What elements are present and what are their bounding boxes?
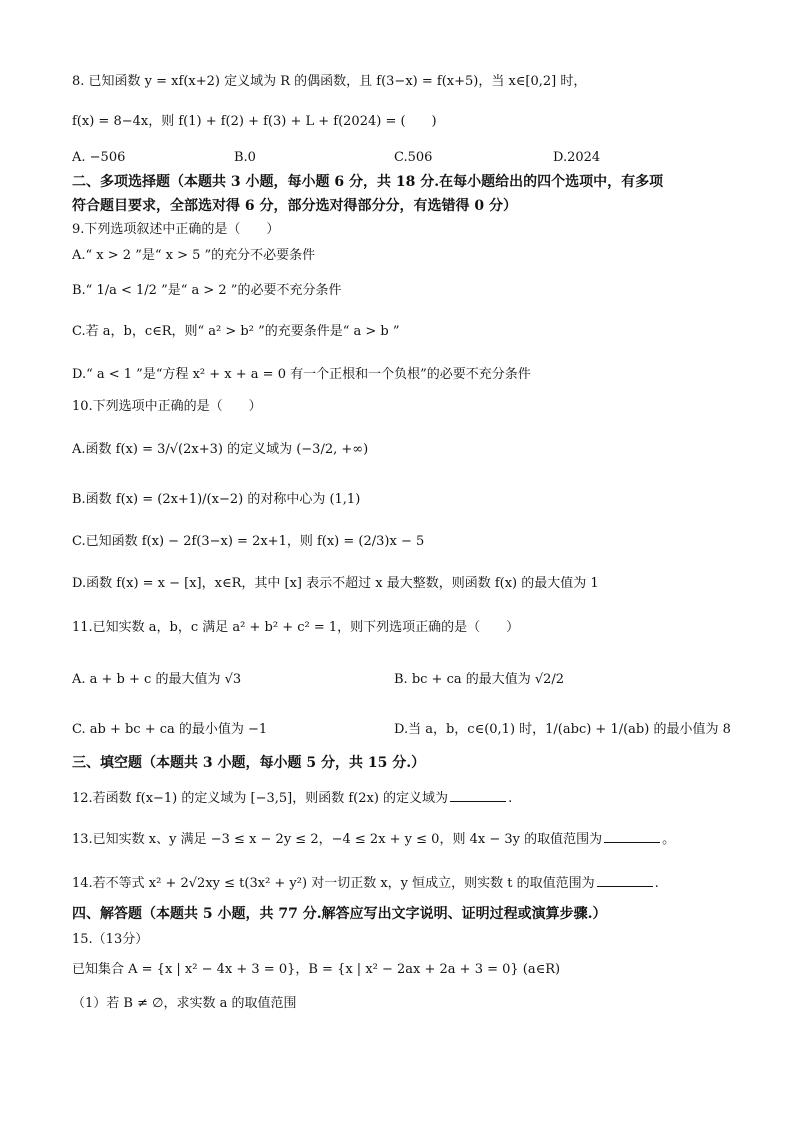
q15-score: 15.（13分） <box>72 932 149 947</box>
q8-stem-line1: 8. 已知函数 y = xf(x+2) 定义域为 R 的偶函数，且 f(3−x) = f(x+5)，当 x∈[0,2] 时， <box>72 74 587 89</box>
section2-heading-line1: 二、多项选择题（本题共 3 小题，每小题 6 分，共 18 分.在每小题给出的四个选项中，有多项 <box>72 174 664 190</box>
q14-end: . <box>654 876 659 891</box>
q13-text: 13.已知实数 x、y 满足 −3 ≤ x − 2y ≤ 2，−4 ≤ 2x + y ≤ 0，则 4x − 3y 的取值范围为 <box>72 832 603 847</box>
q9-option-d: D.“ a < 1 ”是“方程 x² + x + a = 0 有一个正根和一个负根”的必要不充分条件 <box>72 367 531 382</box>
q12-answer-blank[interactable] <box>450 787 506 802</box>
q11-option-a: A. a + b + c 的最大值为 √3 <box>72 672 242 687</box>
q10-option-b: B.函数 f(x) = (2x+1)/(x−2) 的对称中心为 (1,1) <box>72 492 361 507</box>
q8-stem-line2: f(x) = 8−4x，则 f(1) + f(2) + f(3) + L + f(2024) = ( ) <box>72 114 437 129</box>
q9-option-c: C.若 a，b，c∈R，则“ a² > b² ”的充要条件是“ a > b ” <box>72 324 400 339</box>
q8-option-d: D.2024 <box>553 150 601 165</box>
section2-heading-line2: 符合题目要求，全部选对得 6 分，部分选对得部分分，有选错得 0 分） <box>72 198 517 214</box>
q8-option-b: B.0 <box>234 150 256 165</box>
q9-option-a: A.“ x > 2 ”是“ x > 5 ”的充分不必要条件 <box>72 248 316 263</box>
q12-line <box>72 787 512 809</box>
q13-line <box>72 828 675 850</box>
section4-heading: 四、解答题（本题共 5 小题，共 77 分.解答应写出文字说明、证明过程或演算步骤.） <box>72 906 607 922</box>
q13-answer-blank[interactable] <box>604 828 660 843</box>
q8-option-c: C.506 <box>394 150 433 165</box>
q10-option-d: D.函数 f(x) = x − [x]，x∈R，其中 [x] 表示不超过 x 最大整数，则函数 f(x) 的最大值为 1 <box>72 576 599 591</box>
q14-text: 14.若不等式 x² + 2√2xy ≤ t(3x² + y²) 对一切正数 x，y 恒成立，则实数 t 的取值范围为 <box>72 876 595 891</box>
q12-end: . <box>508 791 513 806</box>
q15-stem: 已知集合 A = {x | x² − 4x + 3 = 0}，B = {x | x² − 2ax + 2a + 3 = 0} (a∈R) <box>72 962 561 977</box>
q10-stem: 10.下列选项中正确的是（ ） <box>72 399 262 414</box>
q10-option-c: C.已知函数 f(x) − 2f(3−x) = 2x+1，则 f(x) = (2/3)x − 5 <box>72 534 425 549</box>
q11-option-b: B. bc + ca 的最大值为 √2/2 <box>394 672 565 687</box>
q8-option-a: A. −506 <box>72 150 126 165</box>
q9-stem: 9.下列选项叙述中正确的是（ ） <box>72 222 280 237</box>
q9-option-b: B.“ 1/a < 1/2 ”是“ a > 2 ”的必要不充分条件 <box>72 283 342 298</box>
q10-option-a: A.函数 f(x) = 3/√(2x+3) 的定义域为 (−3/2, +∞) <box>72 442 369 457</box>
q14-line <box>72 872 659 894</box>
q13-end: 。 <box>662 832 676 847</box>
q14-answer-blank[interactable] <box>597 872 653 887</box>
q11-stem: 11.已知实数 a，b，c 满足 a² + b² + c² = 1，则下列选项正确的是（ ） <box>72 620 520 635</box>
section3-heading: 三、填空题（本题共 3 小题，每小题 5 分，共 15 分.） <box>72 755 426 771</box>
q12-text: 12.若函数 f(x−1) 的定义域为 [−3,5]，则函数 f(2x) 的定义域为 <box>72 791 449 806</box>
q11-option-c: C. ab + bc + ca 的最小值为 −1 <box>72 722 268 737</box>
q15-part1: （1）若 B ≠ ∅，求实数 a 的取值范围 <box>72 996 297 1011</box>
q11-option-d: D.当 a，b，c∈(0,1) 时，1/(abc) + 1/(ab) 的最小值为 8 <box>394 722 731 737</box>
